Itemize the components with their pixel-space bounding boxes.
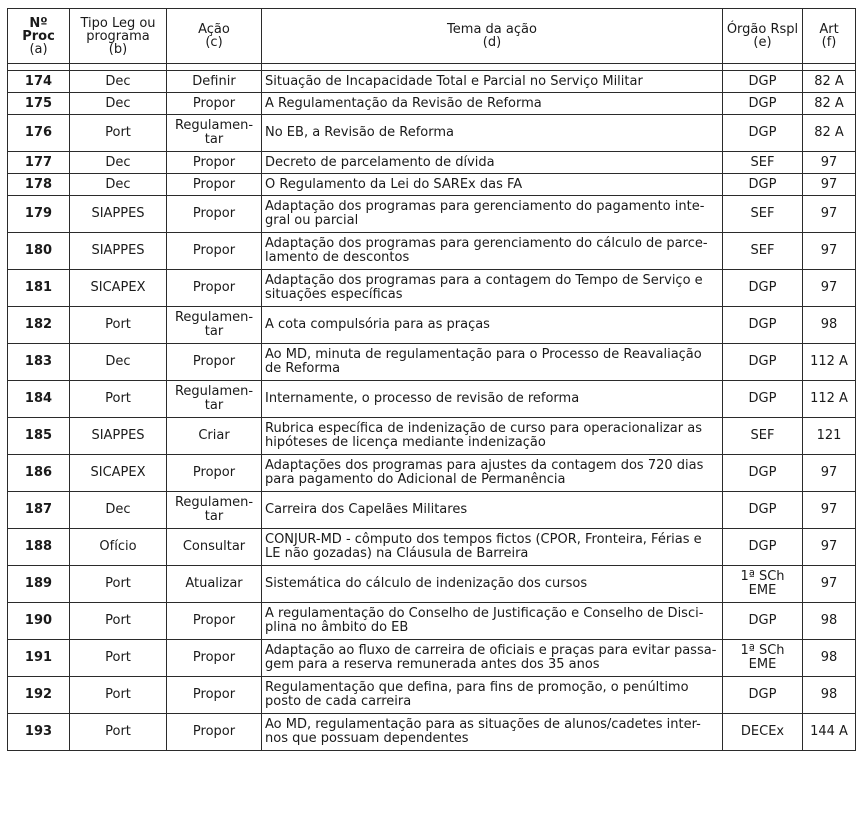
tema-cell: Adaptação dos programas para gerenciamento do pagamento inte- gral ou parcial bbox=[262, 196, 723, 233]
orgao-cell: SEF bbox=[723, 196, 803, 233]
orgao-cell: DGP bbox=[723, 71, 803, 93]
header-tipo: Tipo Leg ou programa (b) bbox=[70, 9, 167, 64]
acao-cell: Propor bbox=[167, 93, 262, 115]
orgao-cell: DGP bbox=[723, 344, 803, 381]
table-row bbox=[8, 93, 856, 115]
legislation-table-container bbox=[7, 8, 856, 751]
tipo-cell: Ofício bbox=[70, 529, 167, 566]
orgao-cell: SEF bbox=[723, 233, 803, 270]
table-row bbox=[8, 714, 856, 751]
art-cell: 97 bbox=[803, 152, 856, 174]
tema-cell: Regulamentação que defina, para fins de promoção, o penúltimo posto de cada carreira bbox=[262, 677, 723, 714]
tipo-cell: Port bbox=[70, 714, 167, 751]
proc-number: 193 bbox=[8, 714, 70, 751]
orgao-cell: DGP bbox=[723, 307, 803, 344]
art-cell: 97 bbox=[803, 455, 856, 492]
acao-cell: Regulamen- tar bbox=[167, 381, 262, 418]
proc-number: 192 bbox=[8, 677, 70, 714]
proc-number: 189 bbox=[8, 566, 70, 603]
tipo-cell: Port bbox=[70, 115, 167, 152]
table-row bbox=[8, 344, 856, 381]
acao-cell: Criar bbox=[167, 418, 262, 455]
table-row bbox=[8, 307, 856, 344]
acao-cell: Propor bbox=[167, 714, 262, 751]
tipo-cell: Dec bbox=[70, 492, 167, 529]
art-cell: 97 bbox=[803, 233, 856, 270]
proc-number: 184 bbox=[8, 381, 70, 418]
art-cell: 82 A bbox=[803, 71, 856, 93]
tema-cell: Carreira dos Capelães Militares bbox=[262, 492, 723, 529]
header-proc: Nº Proc (a) bbox=[8, 9, 70, 64]
tipo-cell: Port bbox=[70, 640, 167, 677]
tema-cell: Internamente, o processo de revisão de reforma bbox=[262, 381, 723, 418]
tipo-cell: Port bbox=[70, 677, 167, 714]
table-row bbox=[8, 381, 856, 418]
acao-cell: Propor bbox=[167, 152, 262, 174]
acao-cell: Propor bbox=[167, 455, 262, 492]
tema-cell: CONJUR-MD - cômputo dos tempos fictos (CPOR, Fronteira, Férias e LE não gozadas) na Cláusula de Barreira bbox=[262, 529, 723, 566]
proc-number: 182 bbox=[8, 307, 70, 344]
proc-number: 185 bbox=[8, 418, 70, 455]
table-row bbox=[8, 492, 856, 529]
art-cell: 98 bbox=[803, 677, 856, 714]
table-row bbox=[8, 152, 856, 174]
proc-number: 187 bbox=[8, 492, 70, 529]
proc-number: 177 bbox=[8, 152, 70, 174]
tema-cell: Situação de Incapacidade Total e Parcial no Serviço Militar bbox=[262, 71, 723, 93]
orgao-cell: 1ª SCh EME bbox=[723, 566, 803, 603]
acao-cell: Regulamen- tar bbox=[167, 307, 262, 344]
acao-cell: Regulamen- tar bbox=[167, 115, 262, 152]
art-cell: 98 bbox=[803, 640, 856, 677]
table-row bbox=[8, 196, 856, 233]
table-row bbox=[8, 529, 856, 566]
orgao-cell: DGP bbox=[723, 381, 803, 418]
proc-number: 191 bbox=[8, 640, 70, 677]
tipo-cell: Dec bbox=[70, 174, 167, 196]
header-art: Art (f) bbox=[803, 9, 856, 64]
orgao-cell: DGP bbox=[723, 529, 803, 566]
art-cell: 144 A bbox=[803, 714, 856, 751]
art-cell: 82 A bbox=[803, 93, 856, 115]
header-acao: Ação (c) bbox=[167, 9, 262, 64]
header-separator bbox=[8, 64, 856, 71]
acao-cell: Regulamen- tar bbox=[167, 492, 262, 529]
art-cell: 97 bbox=[803, 529, 856, 566]
art-cell: 112 A bbox=[803, 381, 856, 418]
proc-number: 181 bbox=[8, 270, 70, 307]
header-tema: Tema da ação (d) bbox=[262, 9, 723, 64]
proc-number: 174 bbox=[8, 71, 70, 93]
orgao-cell: DGP bbox=[723, 677, 803, 714]
proc-number: 175 bbox=[8, 93, 70, 115]
tema-cell: Sistemática do cálculo de indenização dos cursos bbox=[262, 566, 723, 603]
art-cell: 97 bbox=[803, 566, 856, 603]
tema-cell: No EB, a Revisão de Reforma bbox=[262, 115, 723, 152]
tipo-cell: Dec bbox=[70, 71, 167, 93]
orgao-cell: DGP bbox=[723, 603, 803, 640]
orgao-cell: DGP bbox=[723, 270, 803, 307]
proc-number: 183 bbox=[8, 344, 70, 381]
proc-number: 190 bbox=[8, 603, 70, 640]
acao-cell: Propor bbox=[167, 677, 262, 714]
table-row bbox=[8, 640, 856, 677]
tipo-cell: Port bbox=[70, 566, 167, 603]
proc-number: 180 bbox=[8, 233, 70, 270]
legislation-actions-table bbox=[7, 8, 856, 751]
tema-cell: Adaptações dos programas para ajustes da contagem dos 720 dias para pagamento do Adicional de Permanência bbox=[262, 455, 723, 492]
table-header-row bbox=[8, 9, 856, 64]
tipo-cell: SICAPEX bbox=[70, 455, 167, 492]
orgao-cell: DGP bbox=[723, 492, 803, 529]
art-cell: 112 A bbox=[803, 344, 856, 381]
tema-cell: Ao MD, minuta de regulamentação para o Processo de Reavaliação de Reforma bbox=[262, 344, 723, 381]
orgao-cell: SEF bbox=[723, 418, 803, 455]
tema-cell: Rubrica específica de indenização de curso para operacionalizar as hipóteses de licença mediante indenização bbox=[262, 418, 723, 455]
tema-cell: Adaptação dos programas para a contagem do Tempo de Serviço e situações específicas bbox=[262, 270, 723, 307]
tema-cell: Ao MD, regulamentação para as situações de alunos/cadetes inter- nos que possuam dependentes bbox=[262, 714, 723, 751]
art-cell: 82 A bbox=[803, 115, 856, 152]
orgao-cell: DGP bbox=[723, 455, 803, 492]
art-cell: 97 bbox=[803, 196, 856, 233]
table-row bbox=[8, 455, 856, 492]
tipo-cell: SIAPPES bbox=[70, 233, 167, 270]
acao-cell: Propor bbox=[167, 174, 262, 196]
acao-cell: Propor bbox=[167, 640, 262, 677]
tema-cell: Adaptação ao fluxo de carreira de oficiais e praças para evitar passa- gem para a reserva remunerada antes dos 35 anos bbox=[262, 640, 723, 677]
tipo-cell: Port bbox=[70, 307, 167, 344]
art-cell: 97 bbox=[803, 174, 856, 196]
proc-number: 178 bbox=[8, 174, 70, 196]
tipo-cell: Dec bbox=[70, 93, 167, 115]
orgao-cell: DGP bbox=[723, 93, 803, 115]
tema-cell: Decreto de parcelamento de dívida bbox=[262, 152, 723, 174]
tipo-cell: SICAPEX bbox=[70, 270, 167, 307]
orgao-cell: DECEx bbox=[723, 714, 803, 751]
table-row bbox=[8, 566, 856, 603]
tema-cell: O Regulamento da Lei do SAREx das FA bbox=[262, 174, 723, 196]
acao-cell: Propor bbox=[167, 196, 262, 233]
tema-cell: A Regulamentação da Revisão de Reforma bbox=[262, 93, 723, 115]
acao-cell: Atualizar bbox=[167, 566, 262, 603]
proc-number: 188 bbox=[8, 529, 70, 566]
tipo-cell: Port bbox=[70, 603, 167, 640]
proc-number: 186 bbox=[8, 455, 70, 492]
acao-cell: Propor bbox=[167, 603, 262, 640]
table-body bbox=[8, 64, 856, 751]
acao-cell: Propor bbox=[167, 233, 262, 270]
table-row bbox=[8, 677, 856, 714]
proc-number: 179 bbox=[8, 196, 70, 233]
table-row bbox=[8, 71, 856, 93]
tipo-cell: SIAPPES bbox=[70, 196, 167, 233]
table-row bbox=[8, 418, 856, 455]
table-row bbox=[8, 115, 856, 152]
tema-cell: Adaptação dos programas para gerenciamento do cálculo de parce- lamento de descontos bbox=[262, 233, 723, 270]
orgao-cell: SEF bbox=[723, 152, 803, 174]
header-orgao: Órgão Rspl (e) bbox=[723, 9, 803, 64]
art-cell: 98 bbox=[803, 603, 856, 640]
acao-cell: Propor bbox=[167, 344, 262, 381]
table-row bbox=[8, 270, 856, 307]
orgao-cell: DGP bbox=[723, 174, 803, 196]
orgao-cell: DGP bbox=[723, 115, 803, 152]
art-cell: 97 bbox=[803, 270, 856, 307]
orgao-cell: 1ª SCh EME bbox=[723, 640, 803, 677]
art-cell: 97 bbox=[803, 492, 856, 529]
tema-cell: A regulamentação do Conselho de Justificação e Conselho de Disci- plina no âmbito do EB bbox=[262, 603, 723, 640]
proc-number: 176 bbox=[8, 115, 70, 152]
table-row bbox=[8, 603, 856, 640]
tipo-cell: Dec bbox=[70, 344, 167, 381]
tema-cell: A cota compulsória para as praças bbox=[262, 307, 723, 344]
acao-cell: Propor bbox=[167, 270, 262, 307]
acao-cell: Definir bbox=[167, 71, 262, 93]
tipo-cell: Dec bbox=[70, 152, 167, 174]
tipo-cell: Port bbox=[70, 381, 167, 418]
table-row bbox=[8, 174, 856, 196]
table-row bbox=[8, 233, 856, 270]
art-cell: 121 bbox=[803, 418, 856, 455]
tipo-cell: SIAPPES bbox=[70, 418, 167, 455]
acao-cell: Consultar bbox=[167, 529, 262, 566]
art-cell: 98 bbox=[803, 307, 856, 344]
